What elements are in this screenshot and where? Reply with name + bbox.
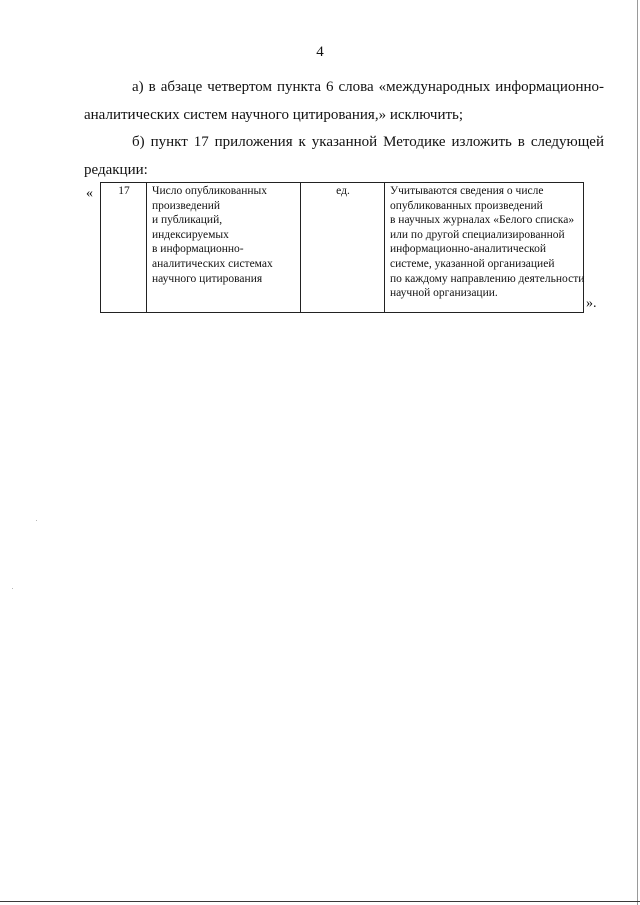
opening-quote: « [86,186,93,201]
page-edge-right [637,0,638,905]
indicator-name-cell [147,183,301,313]
indicator-name-line: в информационно- [152,243,244,256]
description-line: системе, указанной организацией [390,257,555,270]
description-line: информационно-аналитической [390,243,547,256]
description-line: Учитываются сведения о числе [390,185,544,197]
indicator-name-line: аналитических системах [152,257,273,270]
indicator-name-line: произведений [152,199,221,212]
page-edge-bottom [0,901,640,902]
scan-speck [12,588,13,589]
description-line: научной организации. [390,287,498,300]
indicator-name-line: индексируемых [152,228,229,241]
row-number-cell: 17 [101,183,147,313]
amendment-table [100,182,584,313]
description-line: по каждому направлению деятельности [390,272,585,285]
indicator-name-line: Число опубликованных [152,185,267,197]
indicator-name-line: и публикаций, [152,214,223,227]
description-cell [385,183,584,313]
paragraph-b: б) пункт 17 приложения к указанной Методике изложить в следующей редакции: [84,134,604,178]
page-number: 4 [316,44,324,60]
closing-quote: ». [586,296,597,311]
scan-speck [36,520,37,521]
table-row [101,183,584,313]
description-line: в научных журналах «Белого списка» [390,214,575,227]
unit-cell: ед. [301,183,385,313]
paragraph-a: а) в абзаце четвертом пункта 6 слова «международных информационно-аналитических систем научного цитирования,» исключить; [84,79,604,123]
description-line: или по другой специализированной [390,228,565,241]
description-line: опубликованных произведений [390,199,543,212]
indicator-name-line: научного цитирования [152,272,263,285]
